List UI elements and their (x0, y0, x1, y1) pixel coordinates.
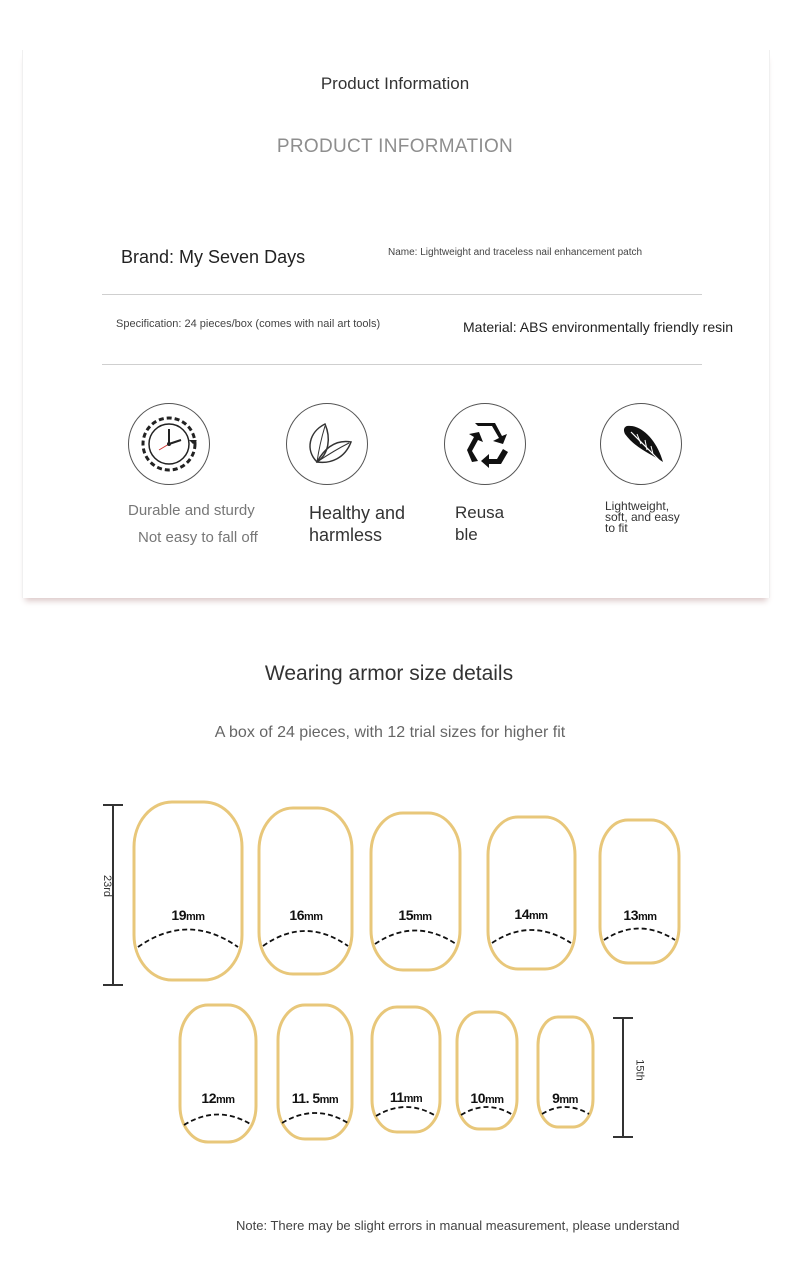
ruler-small (613, 1018, 633, 1137)
nail-size-label: 16mm (289, 907, 323, 923)
nail-size-label: 13mm (623, 907, 657, 923)
feature-healthy-text: Healthy and harmless (309, 503, 406, 545)
product-name-text: Name: Lightweight and traceless nail enhancement patch (388, 247, 643, 258)
specification-text: Specification: 24 pieces/box (comes with nail art tools) (116, 318, 381, 330)
ruler-large-label: 23rd (101, 874, 114, 898)
nail-size-label: 11mm (389, 1089, 423, 1105)
nail-shape (600, 820, 679, 963)
size-section-subtitle: A box of 24 pieces, with 12 trial sizes for higher fit (214, 724, 566, 741)
feature-durable-line2: Not easy to fall off (138, 529, 258, 546)
material-text: Material: ABS environmentally friendly resin (463, 319, 734, 335)
nail-shape (488, 817, 575, 969)
nail-shape (259, 808, 352, 974)
nail-shape (538, 1017, 593, 1127)
nail-size-label: 11. 5mm (291, 1090, 339, 1106)
feature-reusable-text: Reusa ble (455, 503, 505, 544)
nail-shape (134, 802, 242, 980)
product-info-title: Product Information (320, 74, 470, 93)
ruler-small-label: 15th (633, 1059, 646, 1081)
product-info-subtitle: PRODUCT INFORMATION (276, 136, 514, 157)
nail-size-label: 15mm (398, 907, 432, 923)
nail-size-label: 12mm (201, 1090, 235, 1106)
brand-text: Brand: My Seven Days (121, 247, 306, 267)
measurement-note: Note: There may be slight errors in manual measurement, please understand (236, 1218, 680, 1233)
feature-durable-line1: Durable and sturdy (128, 502, 255, 519)
feature-lightweight-text: Lightweight, soft, and easy to fit (605, 499, 680, 535)
size-section-title: Wearing armor size details (264, 662, 514, 685)
nail-size-label: 9mm (552, 1090, 578, 1106)
nail-size-label: 10mm (470, 1090, 504, 1106)
nail-size-label: 19mm (171, 907, 205, 923)
nail-size-label: 14mm (514, 906, 548, 922)
nail-shape (371, 813, 460, 970)
